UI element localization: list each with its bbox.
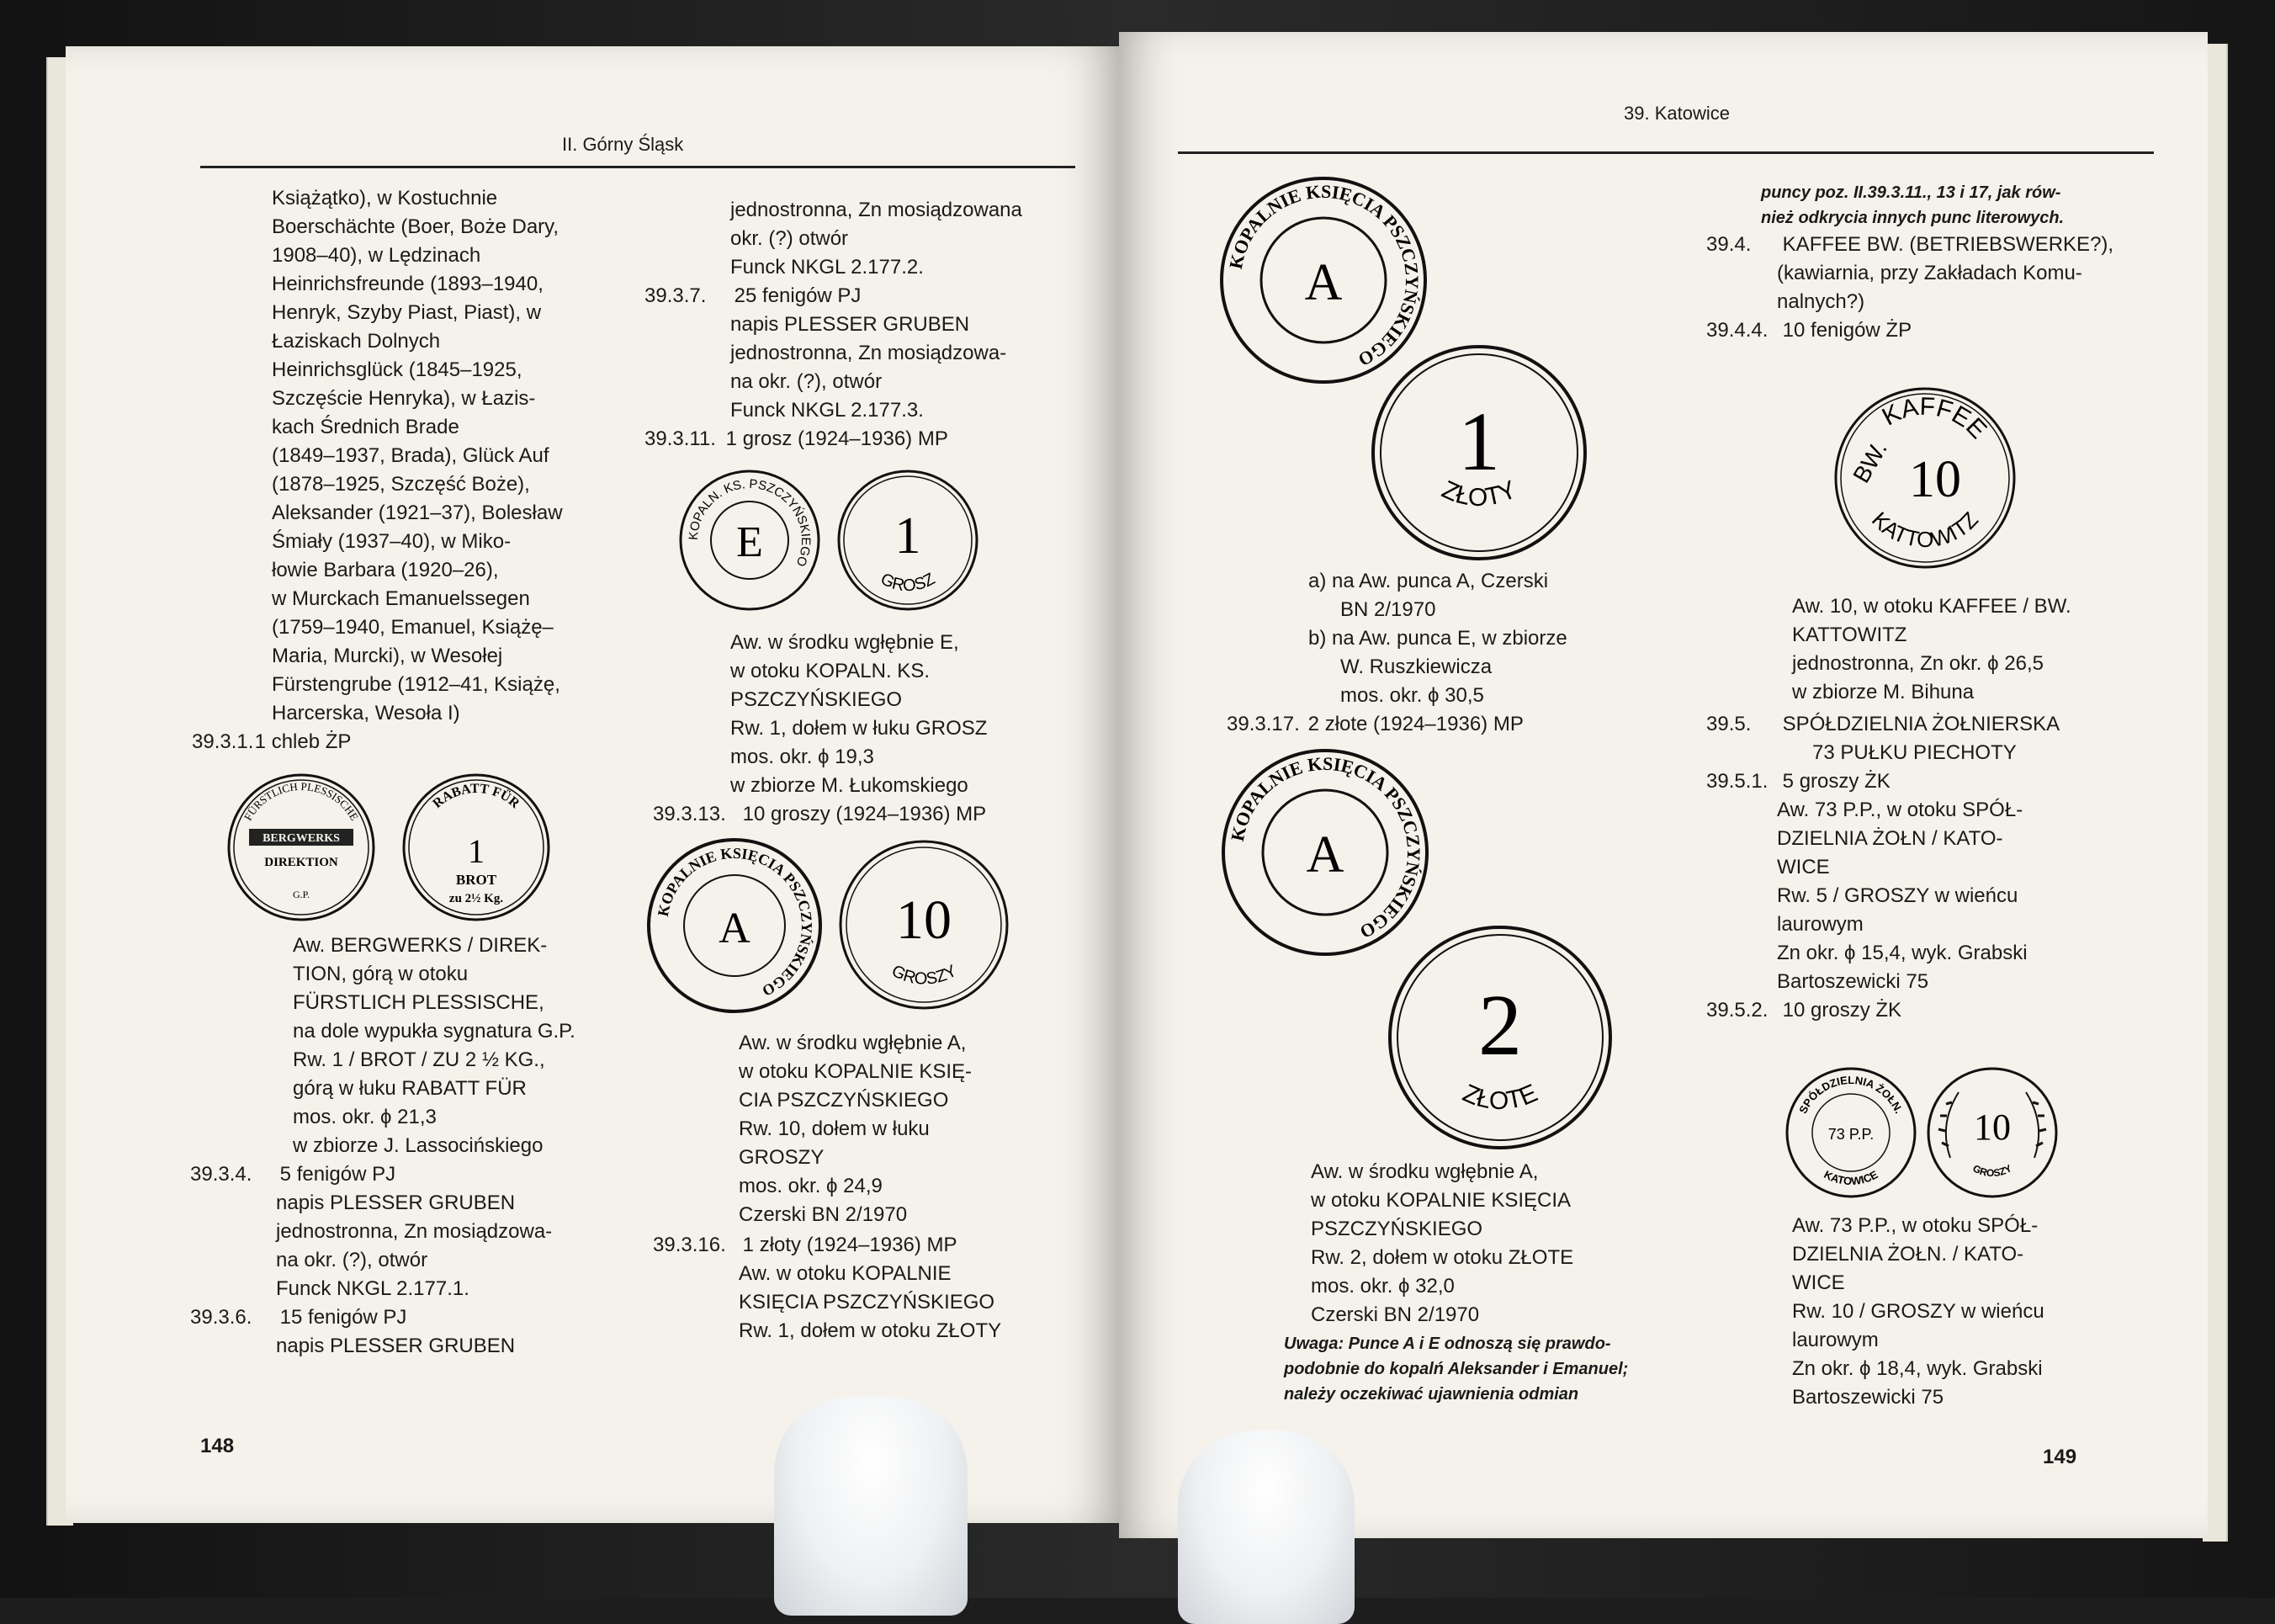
desc-39-5-2: Aw. 73 P.P., w otoku SPÓŁ- DZIELNIA ŻOŁN. / KATO- WICE Rw. 10 / GROSZY w wieńcu laurowym Zn okr. ϕ 18,4, wyk. Grabski Bartoszewicki 75 xyxy=(1792,1214,2044,1409)
coin-2-zlote-reverse xyxy=(1387,924,1614,1151)
coin-f-value: 10 xyxy=(896,889,952,951)
desc-39-3-17: Aw. w środku wgłębnie A, w otoku KOPALNIE KSIĘCIA PSZCZYŃSKIEGO Rw. 2, dołem w otoku ZŁOTE mos. okr. ϕ 32,0 Czerski BN 2/1970 xyxy=(1311,1160,1574,1326)
coin-m-word: GROSZY xyxy=(1970,1162,2014,1180)
white-glove-left-thumb xyxy=(774,1397,968,1616)
coin-h-word: ZŁOTY xyxy=(1437,475,1521,512)
coin-73pp-reverse xyxy=(1925,1065,2060,1200)
coin-j-word: ZŁOTE xyxy=(1458,1079,1542,1116)
coin-g-center: A xyxy=(1304,254,1343,311)
entry-39-3-11: 39.3.11. 1 grosz (1924–1936) MP xyxy=(644,427,948,450)
desc-39-4-4: Aw. 10, w otoku KAFFEE / BW. KATTOWITZ jednostronna, Zn okr. ϕ 26,5 w zbiorze M. Bihuna xyxy=(1792,595,2071,703)
coin-l-ring-top: SPÓŁDZIELNIA ŻOŁN. xyxy=(1796,1073,1906,1116)
entry-39-3-16: 39.3.16. 1 złoty (1924–1936) MP Aw. w otoku KOPALNIE KSIĘCIA PSZCZYŃSKIEGO Rw. 1, dołem w otoku ZŁOTY xyxy=(653,1234,1002,1342)
coin-bergwerks-reverse xyxy=(400,772,552,923)
coin-k-value: 10 xyxy=(1909,451,1961,508)
coin-a-ring-text: FÜRSTLICH PLESSISCHE xyxy=(241,779,362,823)
entry-39-3-13: 39.3.13. 10 groszy (1924–1936) MP xyxy=(653,803,987,825)
coin-1-grosz-obverse xyxy=(678,469,821,612)
running-head-right: 39. Katowice xyxy=(1624,103,1730,124)
right-page xyxy=(1119,32,2208,1538)
coin-d-word: GROSZ xyxy=(878,569,939,596)
entry-39-4: 39.4. KAFFEE BW. (BETRIEBSWERKE?), xyxy=(1706,233,2114,256)
section-39-5: 39.5. SPÓŁDZIELNIA ŻOŁNIERSKA 73 PUŁKU PIECHOTY 39.5.1. 5 groszy ŻK Aw. 73 P.P., w otoku SPÓŁ- DZIELNIA ŻOŁN / KATO- WICE Rw. 5 / GROSZY w wieńcu laurowym Zn okr. ϕ 15,4, wyk. Grabski Bartoszewicki 75 39.5.2. 10 groszy ŻK xyxy=(1706,710,2194,1025)
coin-b-ring-text: RABATT FÜR xyxy=(430,781,522,811)
coin-m-value: 10 xyxy=(1974,1107,2011,1148)
coin-k-top-text: KAFFEE xyxy=(1877,392,1992,444)
desc-39-3-11: Aw. w środku wgłębnie E, w otoku KOPALN. KS. PSZCZYŃSKIEGO Rw. 1, dołem w łuku GROSZ mos. okr. ϕ 19,3 w zbiorze M. Łukomskiego xyxy=(730,631,988,797)
coin-j-value: 2 xyxy=(1478,977,1522,1074)
coin-f-word: GROSZY xyxy=(888,961,960,989)
desc-39-3-13: Aw. w środku wgłębnie A, w otoku KOPALNIE KSIĘ- CIA PSZCZYŃSKIEGO Rw. 10, dołem w łuku GROSZY mos. okr. ϕ 24,9 Czerski BN 2/1970 xyxy=(739,1032,972,1226)
white-glove-right-thumb xyxy=(1178,1430,1355,1624)
uwaga-note: Uwaga: Punce A i E odnoszą się prawdo- podobnie do kopalń Aleksander i Emanuel; należy oczekiwać ujawnienia odmian xyxy=(1284,1335,1629,1404)
coin-73pp-obverse xyxy=(1784,1065,1918,1200)
coin-b-line3: zu 2½ Kg. xyxy=(448,892,504,905)
coin-10-groszy-reverse xyxy=(838,839,1010,1011)
entries-39-3-4-6: 39.3.4. 5 fenigów PJ napis PLESSER GRUBEN jednostronna, Zn mosiądzowa- na okr. (?), otwór Funck NKGL 2.177.1. 39.3.6. 15 fenigów PJ napis PLESSER GRUBEN xyxy=(190,1160,644,1361)
coin-i-center: A xyxy=(1306,826,1344,884)
entry-39-5-2: 39.5.2. 10 groszy ŻK xyxy=(1706,999,1902,1022)
coin-a-center-2: DIREKTION xyxy=(264,856,338,869)
right-col-2: puncy poz. II.39.3.11., 13 i 17, jak rów- nież odkrycia innych punc literowych. 39.4. KAFFEE BW. (BETRIEBSWERKE?), (kawiarnia, przy Zakładach Komu- nalnych?) 39.4.4. 10 fenigów ŻP xyxy=(1706,180,2177,345)
coin-l-center: 73 P.P. xyxy=(1827,1126,1875,1143)
desc-39-3-1: Aw. BERGWERKS / DIREK- TION, górą w otoku FÜRSTLICH PLESSISCHE, na dole wypukła sygnatura G.P. Rw. 1 / BROT / ZU 2 ½ KG., górą w łuku RABATT FÜR mos. okr. ϕ 21,3 w zbiorze J. Lassocińskiego xyxy=(293,934,575,1157)
coin-c-center: E xyxy=(736,518,763,566)
header-rule-right xyxy=(1178,151,2154,154)
coin-b-line2: BROT xyxy=(455,872,497,888)
entry-39-5-1: 39.5.1. 5 groszy ŻK xyxy=(1706,770,1891,793)
coin-bergwerks-obverse xyxy=(225,772,377,923)
coin-d-value: 1 xyxy=(894,507,921,565)
notes-1-zloty: a) na Aw. punca A, Czerski BN 2/1970 b) na Aw. punca E, w zbiorze W. Ruszkiewicza mos. okr. ϕ 30,5 xyxy=(1308,570,1567,707)
left-col-2: jednostronna, Zn mosiądzowana okr. (?) otwór Funck NKGL 2.177.2. 39.3.7. 25 fenigów PJ napis PLESSER GRUBEN jednostronna, Zn mosiądzowa- na okr. (?), otwór Funck NKGL 2.177.3. 39.3.11. 1 grosz (1924–1936) MP xyxy=(644,196,1116,454)
page-number-left: 148 xyxy=(200,1435,235,1457)
coin-1-zloty-reverse xyxy=(1370,343,1588,562)
coin-i-ring-text: KOPALNIE KSIĘCIA PSZCZYŃSKIEGO xyxy=(1226,752,1425,943)
coin-e-center: A xyxy=(719,905,750,953)
mine-locations-text: Książątko), w Kostuchnie Boerschächte (Boer, Boże Dary, 1908–40), w Lędzinach Heinrichsfreunde (1893–1940, Henryk, Szyby Piast, Piast), w Łaziskach Dolnych Heinrichsglück (1845–1925, Szczęście Henryka), w Łazis- kach Średnich Brade (1849–1937, Brada), Glück Auf (1878–1925, Szczęść Boże), Aleksander (1921–37), Bolesław Śmiały (1937–40), w Miko- łowie Barbara (1920–26), w Murckach Emanuelssegen (1759–1940, Emanuel, Książę– Maria, Murcki), w Wesołej Fürstengrube (1912–41, Książę, Harcerska, Wesoła I) xyxy=(272,187,563,724)
entry-39-3-4: 39.3.4. 5 fenigów PJ xyxy=(190,1163,396,1186)
entry-39-3-7: 39.3.7. 25 fenigów PJ xyxy=(644,284,862,307)
coin-b-value: 1 xyxy=(468,832,485,870)
page-number-right: 149 xyxy=(2043,1446,2077,1468)
entry-39-5: 39.5. SPÓŁDZIELNIA ŻOŁNIERSKA xyxy=(1706,713,2060,735)
coin-h-value: 1 xyxy=(1458,395,1500,488)
coin-l-ring-bottom: KATOWICE xyxy=(1822,1168,1880,1188)
coin-kaffee-kattowitz xyxy=(1832,385,2018,571)
left-page xyxy=(66,46,1119,1523)
left-col-1 xyxy=(150,184,621,756)
coin-a-center-1: BERGWERKS xyxy=(262,832,340,845)
entry-39-3-17: 39.3.17. 2 złote (1924–1936) MP xyxy=(1227,713,1524,735)
entry-39-4-4: 39.4.4. 10 fenigów ŻP xyxy=(1706,319,1912,342)
coin-c-ring-text: KOPALN. KS. PSZCZYŃSKIEGO xyxy=(686,476,814,569)
entry-39-3-6: 39.3.6. 15 fenigów PJ xyxy=(190,1306,407,1329)
coin-k-bottom-text: KATTOWITZ xyxy=(1866,507,1984,553)
running-head-left: II. Górny Śląsk xyxy=(562,134,684,155)
coin-g-ring-text: KOPALNIE KSIĘCIA PSZCZYŃSKIEGO xyxy=(1224,180,1424,371)
coin-e-ring-text: KOPALNIE KSIĘCIA PSZCZYŃSKIEGO xyxy=(654,844,816,1000)
coin-a-bottom: G.P. xyxy=(292,889,310,900)
coin-1-grosz-reverse xyxy=(836,469,979,612)
coin-k-left-text: BW. xyxy=(1848,437,1892,487)
coin-10-groszy-obverse xyxy=(646,837,823,1014)
header-rule-left xyxy=(200,166,1075,168)
entry-39-3-1: 39.3.1. 1 chleb ŻP xyxy=(192,730,352,753)
